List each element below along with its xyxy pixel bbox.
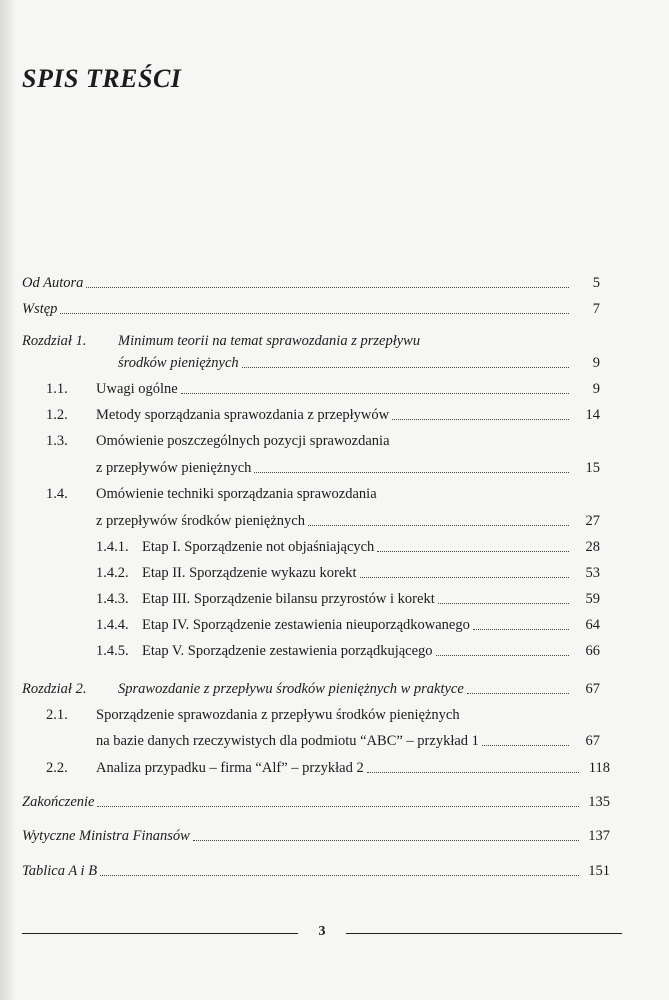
toc-page-number: 53 — [585, 565, 600, 581]
toc-entry-label: Etap I. Sporządzenie not objaśniających — [142, 539, 375, 555]
toc-subsection-number: 1.4.4. — [96, 617, 129, 633]
leader-dots — [100, 874, 579, 876]
toc-entry-label: Tablica A i B — [22, 863, 98, 879]
toc-page-number: 64 — [585, 617, 600, 633]
toc-entry-label-line2: na bazie danych rzeczywistych dla podmiotu “ABC” – przykład 1 — [96, 733, 479, 749]
toc-page-number: 14 — [585, 407, 600, 423]
leader-dots — [97, 805, 579, 807]
toc-section-number: 1.4. — [46, 486, 68, 502]
toc-page-number: 59 — [585, 591, 600, 607]
toc-entry-wytyczne[interactable] — [22, 827, 610, 845]
toc-entry-1-4-5[interactable] — [96, 642, 600, 660]
toc-page-number: 9 — [592, 381, 600, 397]
leader-dots — [438, 602, 569, 604]
toc-subsection-number: 1.4.5. — [96, 643, 129, 659]
toc-entry-label: Zakończenie — [22, 794, 95, 810]
toc-chapter-number: Rozdział 1. — [22, 333, 87, 349]
toc-entry-2-2[interactable] — [46, 759, 610, 777]
toc-entry-tablica[interactable] — [22, 862, 610, 880]
leader-dots — [242, 366, 569, 368]
leader-dots — [392, 418, 569, 420]
toc-entry-zakonczenie[interactable] — [22, 793, 610, 811]
toc-entry-2-1[interactable] — [96, 732, 600, 750]
leader-dots — [367, 771, 579, 773]
toc-section-number: 1.2. — [46, 407, 68, 423]
toc-page-number: 151 — [588, 863, 610, 879]
toc-entry-1-4[interactable] — [96, 512, 600, 530]
toc-page-number: 5 — [592, 275, 600, 291]
toc-entry-rozdzial-1[interactable] — [118, 354, 600, 372]
toc-entry-label: Etap III. Sporządzenie bilansu przyrostów i korekt — [142, 591, 435, 607]
toc-entry-1-4-3[interactable] — [96, 590, 600, 608]
toc-page-number: 137 — [588, 828, 610, 844]
toc-entry-label-line2: z przepływów pieniężnych — [96, 460, 252, 476]
toc-entry-label-line1: Minimum teorii na temat sprawozdania z przepływu — [118, 333, 421, 349]
leader-dots — [467, 692, 569, 694]
toc-section-number: 2.2. — [46, 760, 68, 776]
leader-dots — [436, 654, 569, 656]
toc-page-number: 15 — [585, 460, 600, 476]
toc-entry-label: Analiza przypadku – firma “Alf” – przykład 2 — [96, 760, 364, 776]
leader-dots — [377, 550, 569, 552]
toc-entry-rozdzial-2[interactable] — [22, 680, 600, 698]
toc-chapter-number: Rozdział 2. — [22, 681, 87, 697]
leader-dots — [254, 471, 569, 473]
toc-entry-label: Wytyczne Ministra Finansów — [22, 828, 190, 844]
toc-subsection-number: 1.4.2. — [96, 565, 129, 581]
toc-entry-label-line1: Omówienie techniki sporządzania sprawozdania — [96, 486, 377, 502]
toc-page-number: 118 — [588, 760, 610, 776]
toc-subsection-number: 1.4.1. — [96, 539, 129, 555]
toc-entry-label: Metody sporządzania sprawozdania z przepływów — [96, 407, 390, 423]
leader-dots — [473, 628, 569, 630]
toc-entry-1-2[interactable] — [46, 406, 600, 424]
toc-entry-od-autora[interactable] — [22, 274, 600, 292]
toc-entry-1-3[interactable] — [96, 459, 600, 477]
toc-entry-label-line1: Sporządzenie sprawozdania z przepływu środków pieniężnych — [96, 707, 460, 723]
toc-subsection-number: 1.4.3. — [96, 591, 129, 607]
toc-entry-1-4-2[interactable] — [96, 564, 600, 582]
leader-dots — [86, 286, 569, 288]
leader-dots — [181, 392, 569, 394]
leader-dots — [60, 312, 569, 314]
toc-page-number: 135 — [588, 794, 610, 810]
footer-rule-left — [22, 933, 298, 934]
leader-dots — [193, 839, 579, 841]
leader-dots — [360, 576, 569, 578]
toc-entry-label: Sprawozdanie z przepływu środków pieniężnych w praktyce — [118, 681, 464, 697]
toc-page-number: 27 — [585, 513, 600, 529]
leader-dots — [308, 524, 569, 526]
toc-entry-label: Etap II. Sporządzenie wykazu korekt — [142, 565, 357, 581]
toc-entry-wstep[interactable] — [22, 300, 600, 318]
toc-entry-label-line2: z przepływów środków pieniężnych — [96, 513, 305, 529]
toc-section-number: 1.3. — [46, 433, 68, 449]
footer-page-number: 3 — [318, 924, 326, 939]
leader-dots — [482, 744, 569, 746]
toc-page-number: 67 — [585, 733, 600, 749]
toc-entry-label: Uwagi ogólne — [96, 381, 178, 397]
toc-page-number: 7 — [592, 301, 600, 317]
page-title: SPIS TREŚCI — [22, 64, 182, 93]
toc-entry-label: Etap IV. Sporządzenie zestawienia nieuporządkowanego — [142, 617, 470, 633]
toc-entry-label: Od Autora — [22, 275, 84, 291]
toc-page-number: 66 — [585, 643, 600, 659]
toc-section-number: 2.1. — [46, 707, 68, 723]
toc-entry-label: Wstęp — [22, 301, 58, 317]
toc-entry-1-4-1[interactable] — [96, 538, 600, 556]
footer-rule-right — [346, 933, 622, 934]
toc-section-number: 1.1. — [46, 381, 68, 397]
toc-entry-1-1[interactable] — [46, 380, 600, 398]
toc-page-number: 28 — [585, 539, 600, 555]
toc-page-number: 67 — [585, 681, 600, 697]
toc-page-number: 9 — [592, 355, 600, 371]
toc-entry-label-line1: Omówienie poszczególnych pozycji sprawozdania — [96, 433, 390, 449]
toc-entry-label: Etap V. Sporządzenie zestawienia porządkującego — [142, 643, 433, 659]
toc-entry-1-4-4[interactable] — [96, 616, 600, 634]
toc-entry-label-line2: środków pieniężnych — [118, 355, 239, 371]
